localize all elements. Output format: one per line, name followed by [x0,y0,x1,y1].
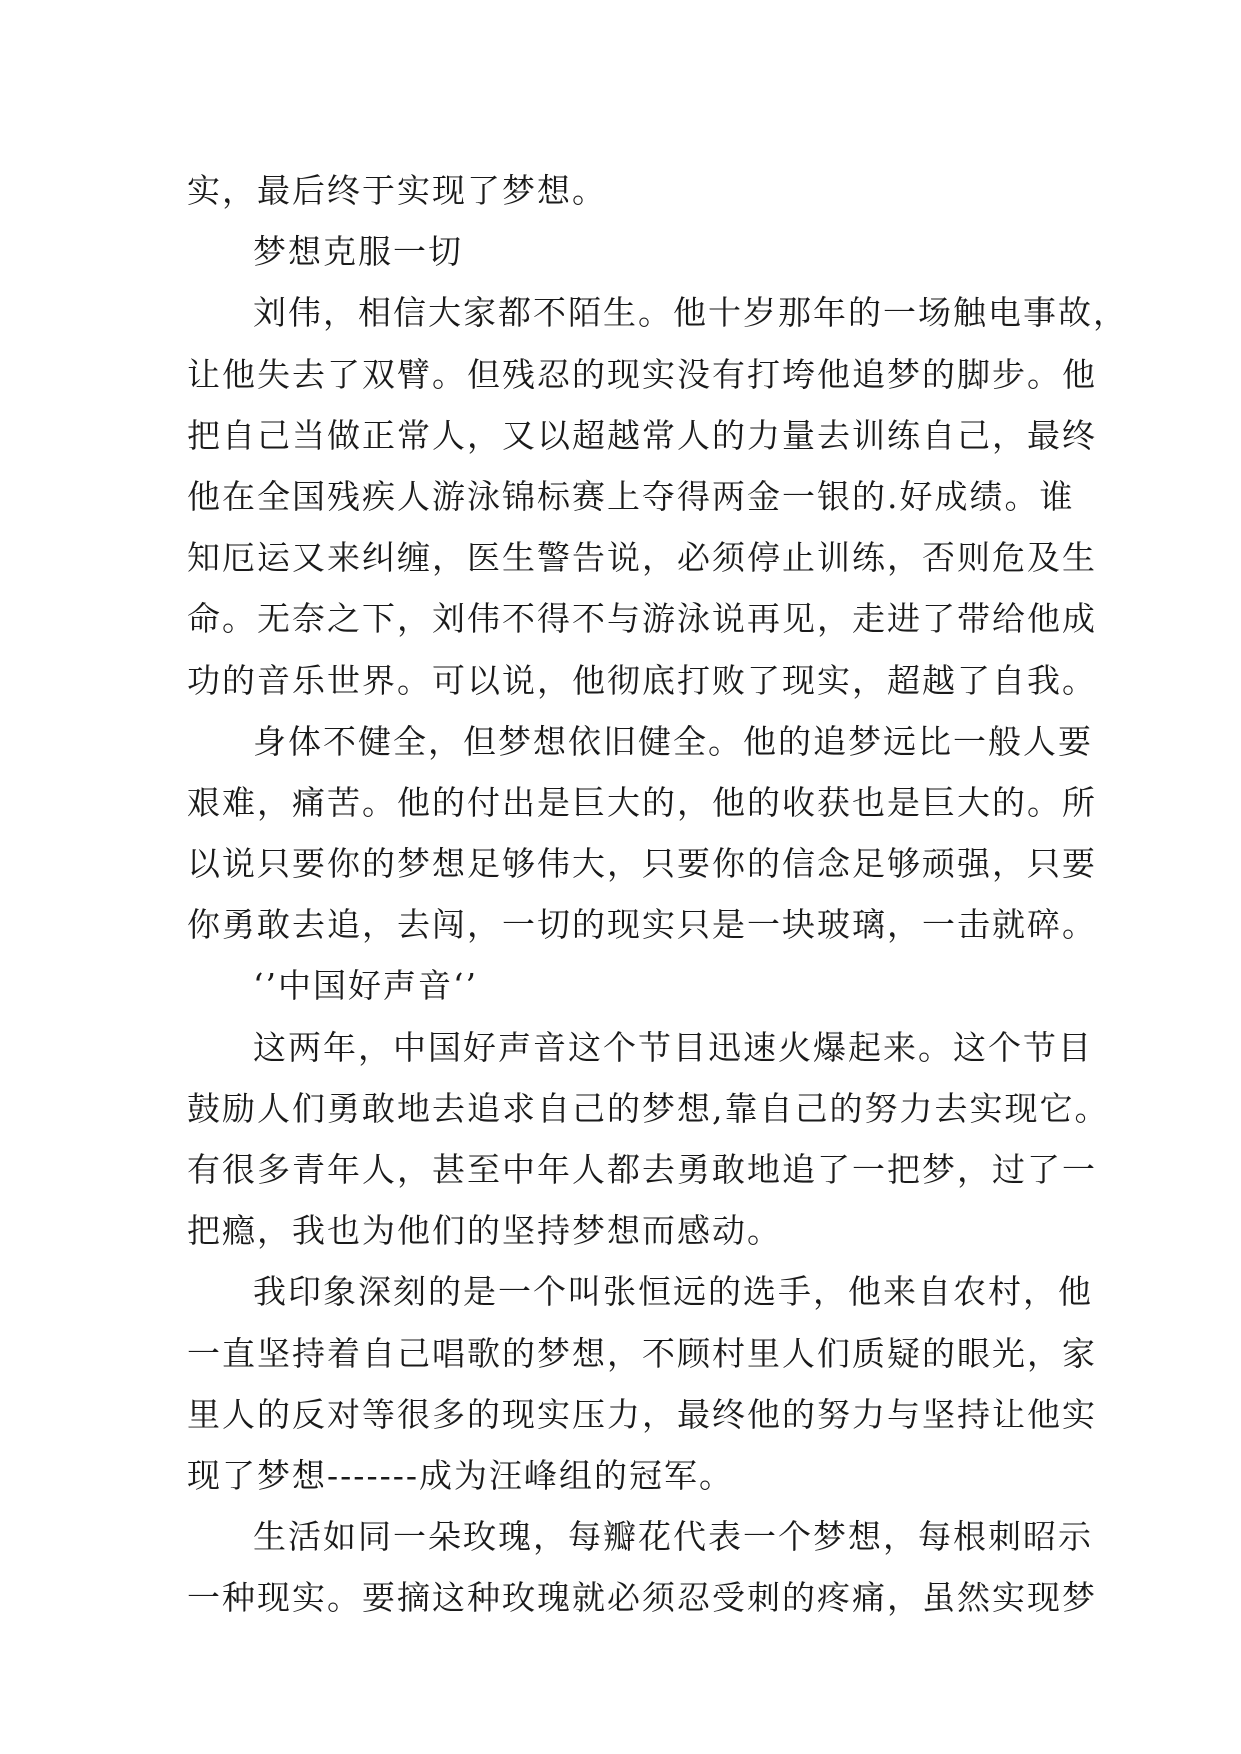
text-line: 生活如同一朵玫瑰，每瓣花代表一个梦想，每根刺昭示 [253,1517,1093,1557]
text-line: 一直坚持着自己唱歌的梦想，不顾村里人们质疑的眼光，家 [187,1333,1097,1373]
text-line: 身体不健全，但梦想依旧健全。他的追梦远比一般人要 [253,721,1093,761]
text-line: 一种现实。要摘这种玫瑰就必须忍受刺的疼痛，虽然实现梦 [187,1578,1097,1618]
text-line: 知厄运又来纠缠，医生警告说，必须停止训练，否则危及生 [187,538,1097,578]
section-heading: 梦想克服一切 [253,232,463,272]
text-line: 命。无奈之下，刘伟不得不与游泳说再见，走进了带给他成 [187,599,1097,639]
text-line: 功的音乐世界。可以说，他彻底打败了现实，超越了自我。 [187,660,1097,700]
section-heading: ‘’中国好声音‘’ [253,966,478,1006]
text-line: 艰难，痛苦。他的付出是巨大的，他的收获也是巨大的。所 [187,782,1097,822]
text-line: 这两年，中国好声音这个节目迅速火爆起来。这个节目 [253,1027,1093,1067]
text-line: 他在全国残疾人游泳锦标赛上夺得两金一银的.好成绩。谁 [187,476,1075,516]
text-line: 有很多青年人，甚至中年人都去勇敢地追了一把梦，过了一 [187,1150,1097,1189]
text-line: 让他失去了双臂。但残忍的现实没有打垮他追梦的脚步。他 [187,354,1097,394]
text-line: 以说只要你的梦想足够伟大，只要你的信念足够顽强，只要 [187,844,1097,884]
text-line: 实，最后终于实现了梦想。 [187,171,607,210]
document-body [187,160,1128,1629]
text-line: 鼓励人们勇敢地去追求自己的梦想,靠自己的努力去实现它。 [187,1088,1110,1128]
text-line: 刘伟，相信大家都不陌生。他十岁那年的一场触电事故， [253,293,1128,333]
text-line: 把自己当做正常人，又以超越常人的力量去训练自己，最终 [187,415,1097,455]
text-line: 你勇敢去追，去闯，一切的现实只是一块玻璃，一击就碎。 [187,905,1097,945]
text-line: 里人的反对等很多的现实压力，最终他的努力与坚持让他实 [187,1394,1097,1434]
text-line: 把瘾，我也为他们的坚持梦想而感动。 [187,1211,782,1251]
text-line: 我印象深刻的是一个叫张恒远的选手，他来自农村，他 [253,1272,1093,1312]
text-line: 现了梦想-------成为汪峰组的冠军。 [187,1455,735,1495]
